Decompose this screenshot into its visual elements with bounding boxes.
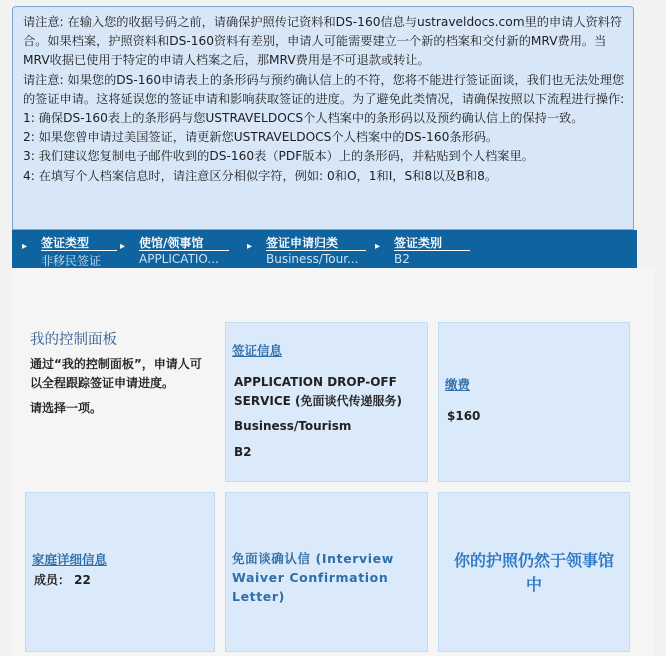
chevron-right-icon: ▸	[22, 241, 28, 252]
visa-service: APPLICATION DROP-OFF SERVICE (免面谈代传递服务)	[234, 375, 402, 408]
notice-step-2: 2: 如果您曾申请过美国签证，请更新您USTRAVELDOCS个人档案中的DS-160条形码。	[23, 130, 499, 145]
family-link[interactable]: 家庭详细信息	[32, 552, 108, 567]
passport-status: 你的护照仍然于领事馆中	[453, 551, 614, 594]
chevron-right-icon: ▸	[375, 241, 381, 252]
payment-link[interactable]: 缴费	[445, 377, 471, 392]
notice-step-1: 1: 确保DS-160表上的条形码与您USTRAVELDOCS个人档案中的条形码以及预约确认信上的保持一致。	[23, 111, 584, 126]
notice-step-4: 4: 在填写个人档案信息时，请注意区分相似字符，例如: 0和O，1和I，S和8以及B和8。	[23, 168, 498, 183]
breadcrumb-underline	[394, 250, 470, 251]
waiver-card[interactable]	[225, 492, 428, 652]
family-card[interactable]	[25, 492, 215, 652]
notice-paragraph-1: 请注意: 在输入您的收据号码之前，请确保护照传记资料和DS-160信息与ustraveldocs.com里的申请人资料符合。如果档案，护照资料和DS-160资料有差别，申请人可能需要建立一个新的档案和交付新的MRV费用。当MRV收据已使用于特定的申请人档案之后，那MRV费用是不可退款或转让。	[23, 15, 623, 68]
breadcrumb	[12, 230, 637, 268]
waiver-letter-link[interactable]: 免面谈确认信 (Interview Waiver Confirmation Letter)	[232, 551, 394, 604]
breadcrumb-title: 签证申请归类	[266, 236, 339, 250]
visa-info-card[interactable]	[225, 322, 428, 482]
breadcrumb-value: Business/Tour...	[266, 252, 359, 266]
notice-box	[12, 6, 634, 230]
breadcrumb-title: 签证类型	[41, 236, 90, 250]
dashboard-prompt: 请选择一项。	[30, 401, 103, 415]
breadcrumb-value: B2	[394, 252, 410, 266]
chevron-right-icon: ▸	[247, 241, 253, 252]
notice-step-3: 3: 我们建议您复制电子邮件收到的DS-160表（PDF版本）上的条形码，并粘贴到个人档案里。	[23, 149, 534, 164]
dashboard-heading: 我的控制面板	[30, 332, 117, 348]
breadcrumb-underline	[266, 250, 366, 251]
visa-info-link[interactable]: 签证信息	[232, 343, 283, 358]
dashboard-intro	[30, 328, 210, 424]
chevron-right-icon: ▸	[120, 241, 126, 252]
visa-class: B2	[234, 445, 252, 459]
breadcrumb-underline	[41, 250, 117, 251]
payment-card[interactable]	[438, 322, 630, 482]
visa-category: Business/Tourism	[234, 419, 352, 433]
breadcrumb-value: 非移民签证	[41, 254, 102, 268]
notice-paragraph-2: 请注意: 如果您的DS-160申请表上的条形码与预约确认信上的不符，您将不能进行签证面谈，我们也无法处理您的签证申请。这将延误您的签证申请和影响获取签证的进度。为了避免此类情况，请确保按照以下流程进行操作:	[23, 72, 625, 106]
breadcrumb-title: 签证类别	[394, 236, 443, 250]
breadcrumb-underline	[139, 250, 229, 251]
payment-amount: $160	[447, 409, 481, 423]
family-members: 成员： 22	[34, 573, 91, 587]
breadcrumb-value: APPLICATIO...	[139, 252, 219, 266]
passport-status-card[interactable]	[438, 492, 630, 652]
dashboard-description: 通过“我的控制面板”，申请人可以全程跟踪签证申请进度。	[30, 357, 202, 390]
breadcrumb-title: 使馆/领事馆	[139, 236, 204, 250]
